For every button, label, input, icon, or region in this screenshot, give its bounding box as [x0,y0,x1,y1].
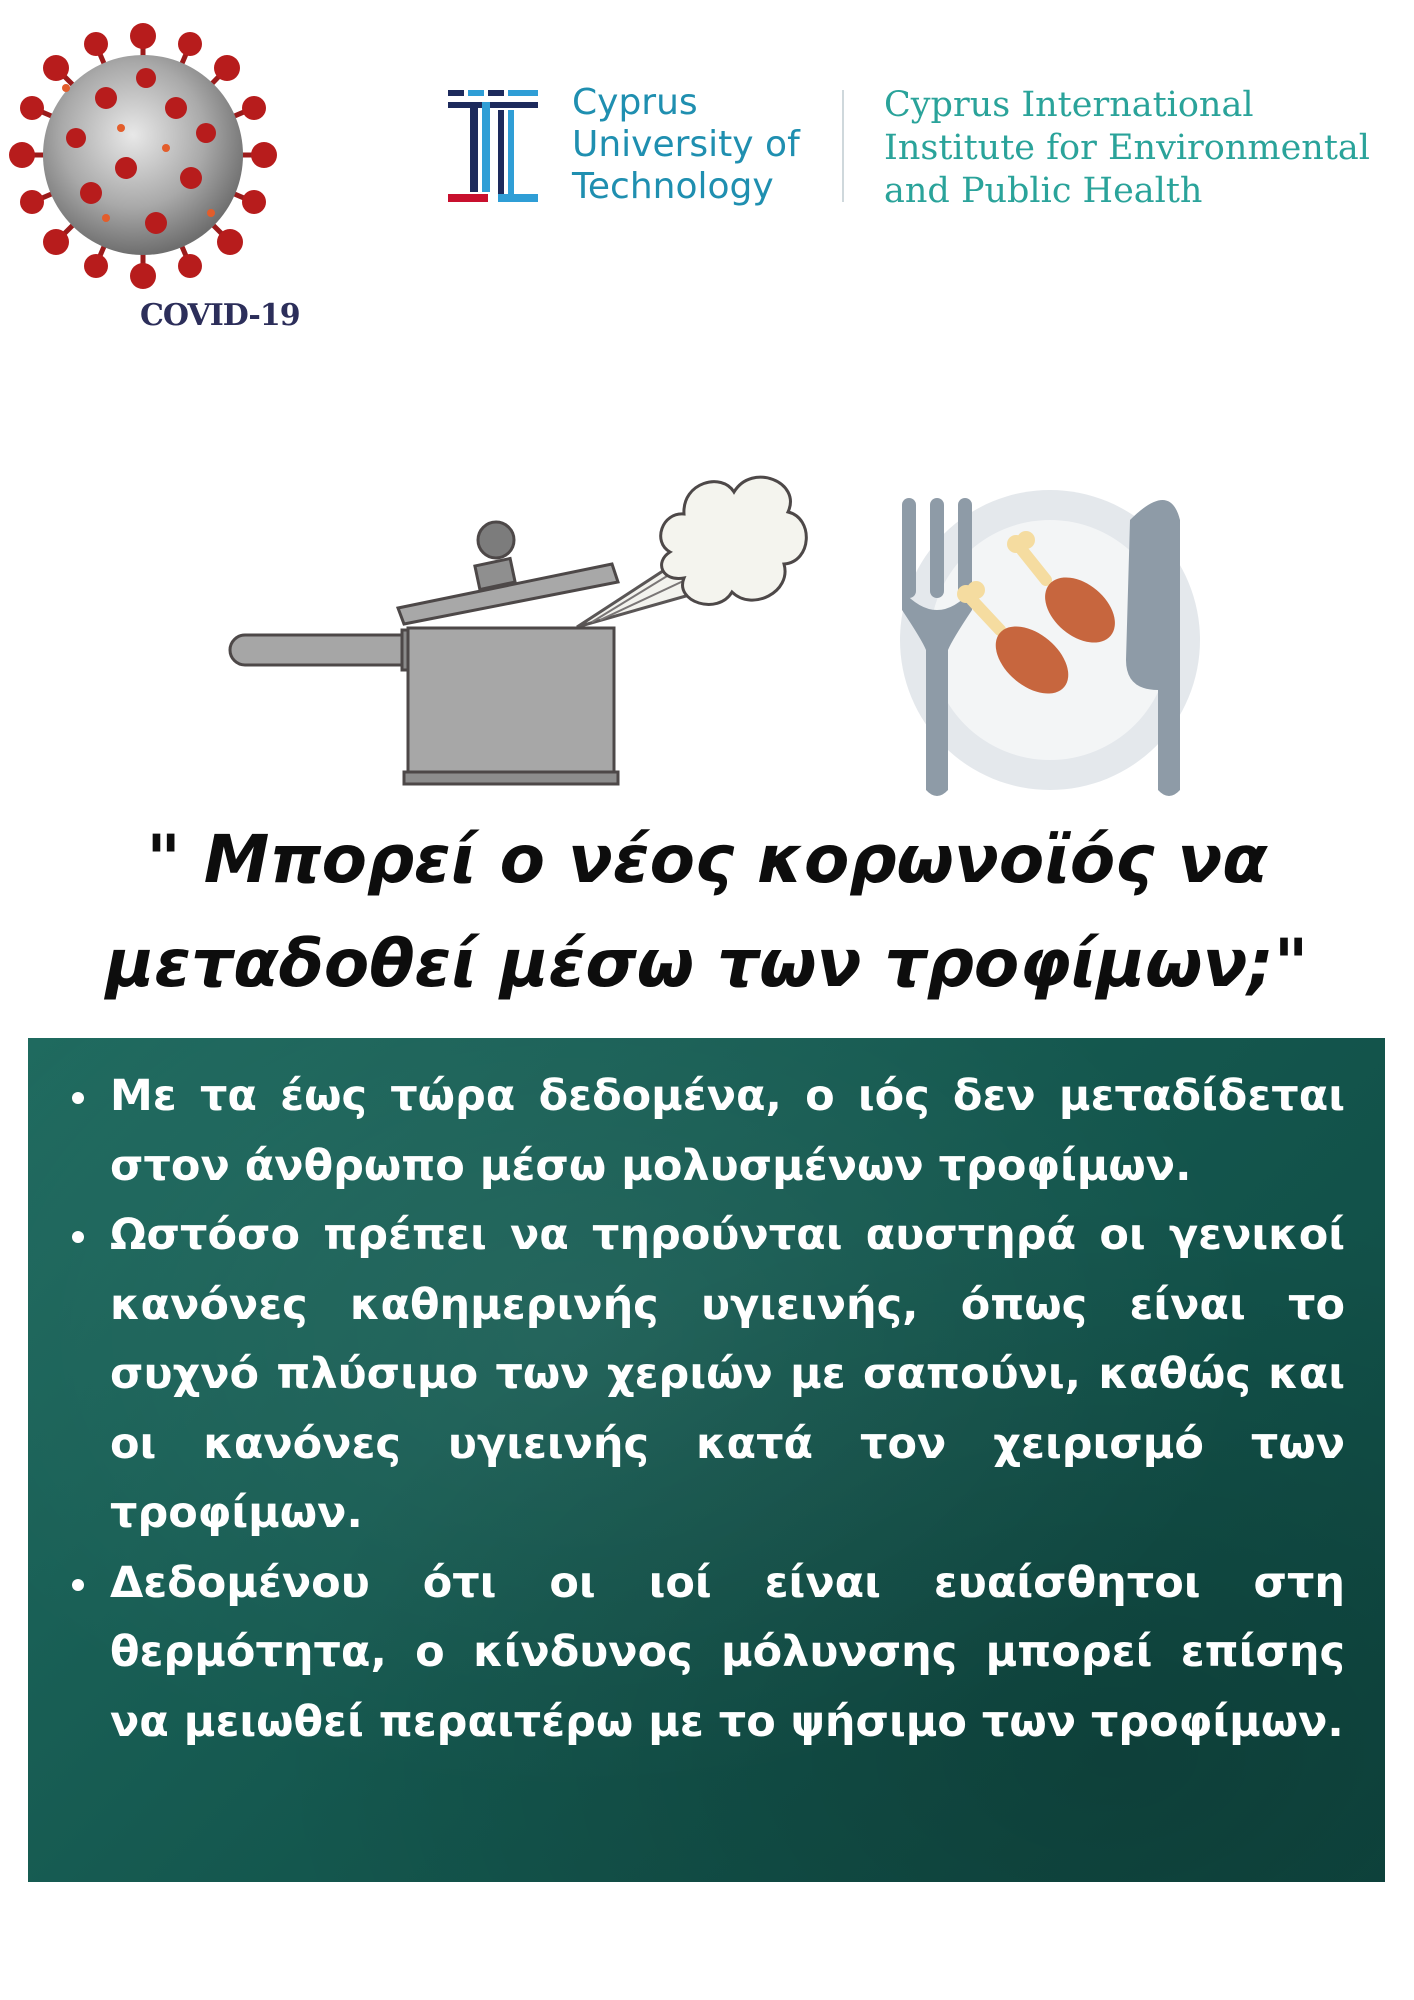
university-name [572,82,800,208]
institute-name-line: and Public Health [884,171,1203,211]
institute-name [884,84,1370,213]
bullet-item: Δεδομένου ότι οι ιοί είναι ευαίσθητοι στη θερμότητα, ο κίνδυνος μόλυνσης μπορεί επίσης να μειωθεί περαιτέρω με το ψήσιμο των τροφίμων. [110,1549,1345,1758]
coronavirus-icon [6,18,280,292]
cooking-pot-icon [222,452,808,802]
covid-label: COVID-19 [140,298,300,333]
institute-name-line: Institute for Environmental [884,128,1370,168]
info-panel [28,1038,1385,1882]
bullet-item: Ωστόσο πρέπει να τηρούνται αυστηρά οι γενικοί κανόνες καθημερινής υγιεινής, όπως είναι το συχνό πλύσιμο των χεριών με σαπούνι, καθώς και οι κανόνες υγιεινής κατά τον χειρισμό των τροφίμων. [110,1201,1345,1549]
university-name-line: Cyprus [572,82,698,123]
bullet-item: Με τα έως τώρα δεδομένα, ο ιός δεν μεταδίδεται στον άνθρωπο μέσω μολυσμένων τροφίμων. [110,1062,1345,1201]
header-divider [842,90,844,202]
university-name-line: University of [572,124,800,165]
headline-line: μεταδοθεί μέσω των τροφίμων;" [105,925,1309,1002]
headline-line: " Μπορεί ο νέος κορωνοϊός να [146,821,1268,898]
institute-name-line: Cyprus International [884,85,1254,125]
university-name-line: Technology [572,166,774,207]
cut-logo-icon [448,90,538,206]
plate-cutlery-icon [890,490,1220,800]
bullet-list [110,1062,1345,1757]
headline-question [0,808,1414,1016]
